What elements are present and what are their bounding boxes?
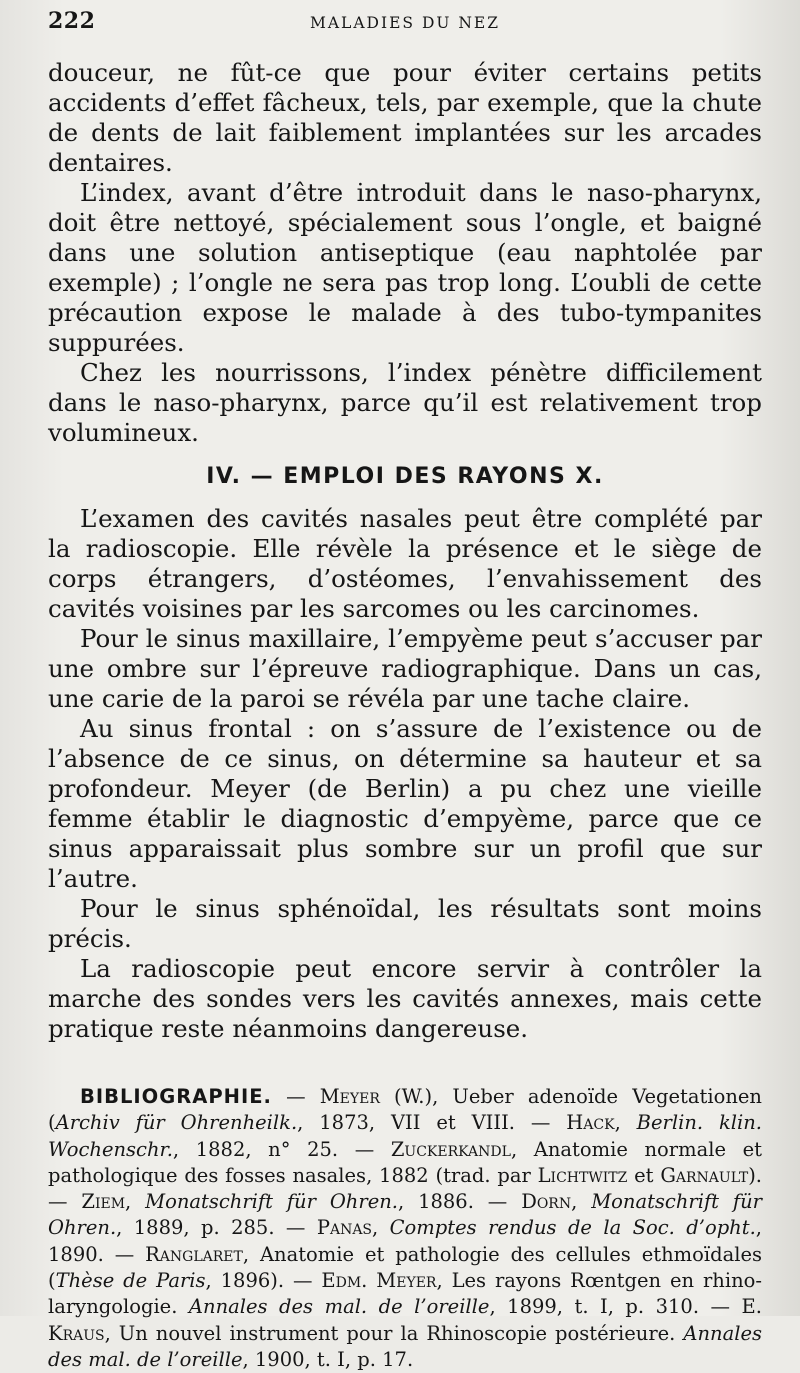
bibliography-segment: Comptes rendus de la Soc. d’opht. [389,1216,756,1240]
bibliography-segment: , 1899, t. I, p. 310. — E. [489,1295,762,1319]
bibliography-segment: , Les rayons Rœntgen en rhino-laryngologie. [48,1269,762,1319]
bibliography-segment: Meyer [319,1085,380,1108]
paragraph: Chez les nourrissons, l’index pénètre difficilement dans le naso-pharynx, parce qu’il est relativement trop volumineux. [48,358,762,447]
bibliography-segment: , 1873, VII et VIII. — [297,1111,567,1135]
paragraph: L’index, avant d’être introduit dans le naso-pharynx, doit être nettoyé, spécialement sous l’ongle, et baigné dans une solution antiseptique (eau naphtolée par exemple) ; l’ongle ne sera pas trop long. L’oubli de cette précaution expose le malade à des tubo-tympanites suppurées. [48,178,762,357]
bibliography-segment: et [627,1163,661,1187]
bibliography-segment: — [271,1085,320,1108]
bibliography-segment: Annales des mal. de l’oreille [48,1321,762,1371]
paragraph: La radioscopie peut encore servir à contrôler la marche des sondes vers les cavités annexes, mais cette pratique reste néanmoins dangereuse. [48,954,762,1043]
bibliography-segment: Kraus [48,1321,105,1345]
paragraph: Pour le sinus sphénoïdal, les résultats sont moins précis. [48,894,762,953]
body-text [48,58,762,1044]
bibliography-label: BIBLIOGRAPHIE. [80,1085,272,1108]
bibliography-segment: Panas [316,1216,373,1240]
bibliography-segment: Lichtwitz [537,1163,628,1187]
bibliography-segment: Garnault [660,1163,749,1187]
bibliography-segment: Archiv für Ohrenheilk. [55,1111,298,1135]
bibliography-segment: Annales des mal. de l’oreille [188,1295,490,1319]
paragraph: L’examen des cavités nasales peut être complété par la radioscopie. Elle révèle la présence et le siège de corps étrangers, d’ostéomes, l’envahissement des cavités voisines par les sarcomes ou les carcinomes. [48,504,762,623]
bibliography-segment: , Anatomie normale et pathologique des fosses nasales, 1882 (trad. par [48,1137,763,1187]
bibliography-segment: Dorn [521,1190,572,1214]
section-title: IV. — EMPLOI DES RAYONS X. [206,464,604,489]
paragraph: douceur, ne fût-ce que pour éviter certains petits accidents d’effet fâcheux, tels, par exemple, que la chute de dents de lait faiblement implantées sur les arcades dentaires. [48,58,762,177]
bibliography-segment: Monatschrift für Ohren. [145,1190,398,1214]
paragraph: Pour le sinus maxillaire, l’empyème peut s’accuser par une ombre sur l’épreuve radiographique. Dans un cas, une carie de la paroi se révéla par une tache claire. [48,624,762,713]
bibliography-segment: Ranglaret [145,1242,243,1266]
bibliography-segment: Ziem [81,1190,126,1214]
bibliography-segment: , [125,1190,146,1214]
bibliography-segment: Hack [566,1111,615,1135]
paragraph: Au sinus frontal : on s’assure de l’existence ou de l’absence de ce sinus, on détermine sa hauteur et sa profondeur. Meyer (de Berlin) a pu chez une vieille femme établir le diagnostic d’empyème, parce que ce sinus apparaissait plus sombre sur un profil que sur l’autre. [48,714,762,893]
bibliography-segment: , 1896). — [205,1269,322,1293]
running-head [48,0,762,52]
bibliography-segment: , 1900, t. I, p. 17. [242,1347,414,1371]
bibliography-segment: ). — [48,1163,763,1214]
bibliography-segment: Edm. Meyer [321,1269,437,1293]
page-number: 222 [48,8,96,34]
bibliography-segment: Berlin. klin. Wochenschr. [48,1111,763,1161]
bibliography-segment: , 1890. — [48,1216,762,1266]
running-title: MALADIES DU NEZ [309,14,501,32]
bibliography-segment: , 1882, n° 25. — [172,1137,391,1161]
bibliography-segment: Monatschrift für Ohren. [48,1190,762,1240]
bibliography-segment: , 1886. — [398,1190,522,1214]
bibliography-segment: , Un nouvel instrument pour la Rhinoscopie postérieure. [104,1321,684,1345]
bibliography-segment: Thèse de Paris [55,1269,206,1293]
bibliography-segment: , Anatomie et pathologie des cellules ethmoïdales ( [48,1242,762,1293]
bibliography-segment: , [614,1111,637,1135]
bibliography-segment: , [571,1190,592,1214]
bibliography-entries [48,1085,762,1371]
bibliography [48,1084,762,1373]
bibliography-segment: Zuckerkandl [390,1137,511,1161]
bibliography-segment: , [372,1216,390,1240]
bibliography-segment: (W.), Ueber adenoïde Vegetationen ( [48,1085,762,1135]
bibliography-segment: , 1889, p. 285. — [116,1216,317,1240]
